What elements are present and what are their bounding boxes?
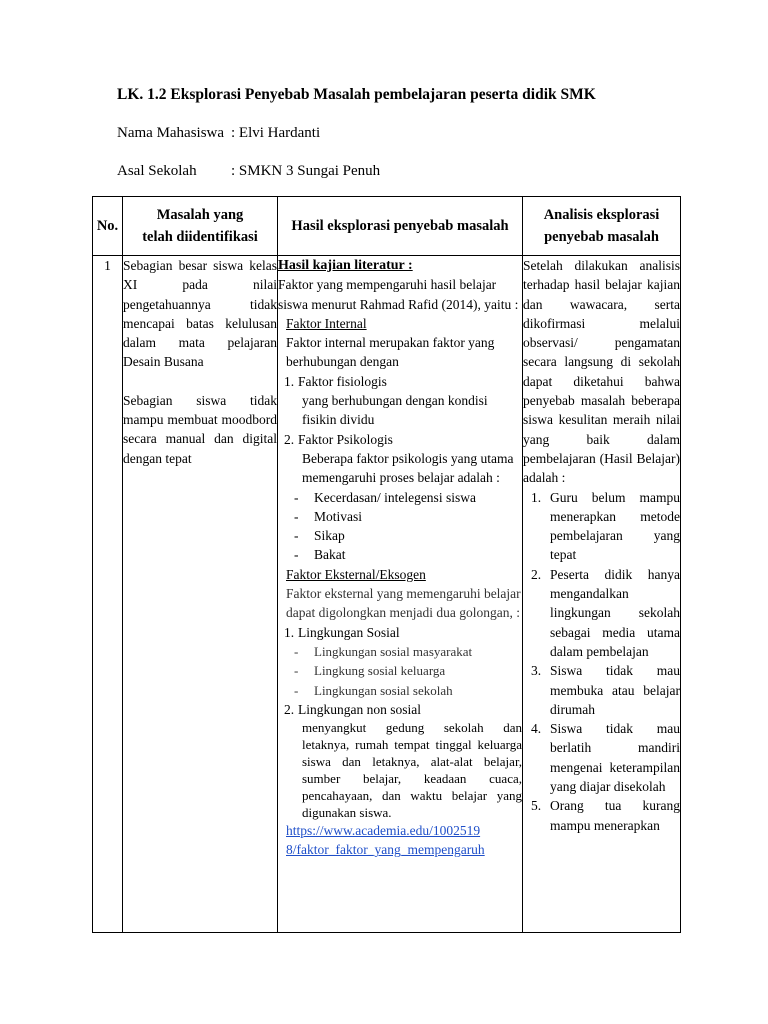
header-masalah-line1: Masalah yang (156, 207, 244, 223)
masalah-paragraph-2: Sebagian siswa tidak mampu membuat moodbord secara manual dan digital dengan tepat (123, 392, 277, 466)
list-item: 4. Siswa tidak mau berlatih mandiri mengenai keterampilan yang diajar disekolah (531, 721, 680, 795)
list-item: 5. Orang tua kurang mampu menerapkan (531, 798, 680, 833)
external-factor-desc: Faktor eksternal yang memengaruhi belajar dapat digolongkan menjadi dua golongan, : (286, 586, 521, 621)
psychological-factor-list (278, 488, 522, 565)
list-item: - Lingkungan sosial masyarakat (294, 643, 473, 659)
header-analisis (523, 197, 681, 256)
document-title: LK. 1.2 Eksplorasi Penyebab Masalah pembelajaran peserta didik SMK (117, 86, 596, 103)
analisis-intro: Setelah dilakukan analisis terhadap hasil belajar kajian dan wawacara, serta dikofirmasi melalui observasi/ pengamatan secara langsung di sekolah dapat diketahui bahwa penyebab masalah beberapa siswa kesulitan meraih nilai yang baik dalam pembelajaran (Hasil Belajar) adalah : (523, 258, 680, 486)
social-environment-list (278, 642, 522, 700)
school-label: Asal Sekolah (117, 163, 197, 179)
table-header-row (93, 197, 681, 256)
header-masalah (123, 197, 278, 256)
internal-factor-title: Faktor Internal (286, 315, 367, 331)
list-item: - Lingkungan sosial sekolah (294, 682, 453, 698)
student-name-line (117, 125, 320, 142)
list-item: - Bakat (294, 547, 346, 563)
masalah-paragraph-1: Sebagian besar siswa kelas XI pada nilai pengetahuannya tidak mencapai batas kelulusan dalam mata pelajaran Desain Busana (123, 258, 277, 370)
school-value: : SMKN 3 Sungai Penuh (231, 163, 381, 179)
student-name-label: Nama Mahasiswa (117, 125, 225, 141)
row-number: 1 (93, 256, 123, 933)
list-item: 2. Peserta didik hanya mengandalkan lingkungan sekolah sebagai media utama dalam pembelajan (531, 566, 680, 659)
list-item: - Motivasi (294, 508, 363, 524)
list-item: 1. Guru belum mampu menerapkan metode pembelajaran yang tepat (531, 489, 680, 563)
list-item: 1. Faktor fisiologis yang berhubungan dengan kondisi fisikin dividu (284, 373, 488, 428)
external-factor-list (278, 623, 522, 821)
header-masalah-line2: telah diidentifikasi (142, 229, 258, 245)
header-analisis-line2: penyebab masalah (544, 229, 659, 245)
list-item: - Kecerdasan/ intelegensi siswa (294, 489, 476, 505)
hasil-intro: Faktor yang mempengaruhi hasil belajar siswa menurut Rahmad Rafid (2014), yaitu : (278, 277, 519, 312)
table-row (93, 256, 681, 933)
masalah-cell (123, 256, 278, 933)
header-hasil: Hasil eksplorasi penyebab masalah (278, 197, 523, 256)
list-item: - Lingkung sosial keluarga (294, 663, 446, 679)
external-factor-title: Faktor Eksternal/Eksogen (286, 566, 426, 582)
internal-factor-desc: Faktor internal merupakan faktor yang berhubungan dengan (286, 335, 495, 370)
student-name-value: : Elvi Hardanti (231, 125, 321, 141)
list-item: 2. Lingkungan non sosial menyangkut gedung sekolah dan letaknya, rumah tempat tinggal keluarga siswa dan letaknya, alat-alat belajar, sumber belajar, keadaan cuaca, pencahayaan, dan waktu belajar yang digunakan siswa. (284, 701, 522, 821)
school-line (117, 163, 380, 180)
list-item: 2. Faktor Psikologis Beberapa faktor psikologis yang utama memengaruhi proses belajar adalah : - Kecerdasan/ intelegensi siswa - Motivasi - Sikap - Bakat (278, 430, 522, 565)
hasil-heading: Hasil kajian literatur : (278, 258, 413, 273)
list-item: - Sikap (294, 528, 345, 544)
list-item: 1. Lingkungan Sosial - Lingkungan sosial masyarakat - Lingkung sosial keluarga - Lingkungan sosial sekolah (278, 623, 522, 700)
internal-factor-list (278, 372, 522, 565)
header-analisis-line1: Analisis eksplorasi (543, 207, 660, 223)
exploration-table (92, 196, 681, 933)
analisis-list (523, 488, 680, 835)
hasil-cell (278, 256, 523, 933)
reference-link[interactable]: https://www.academia.edu/1002519 8/faktor_faktor_yang_mempengaruh (286, 823, 485, 858)
list-item: 3. Siswa tidak mau membuka atau belajar dirumah (531, 663, 680, 717)
analisis-cell (523, 256, 681, 933)
header-no: No. (93, 197, 123, 256)
